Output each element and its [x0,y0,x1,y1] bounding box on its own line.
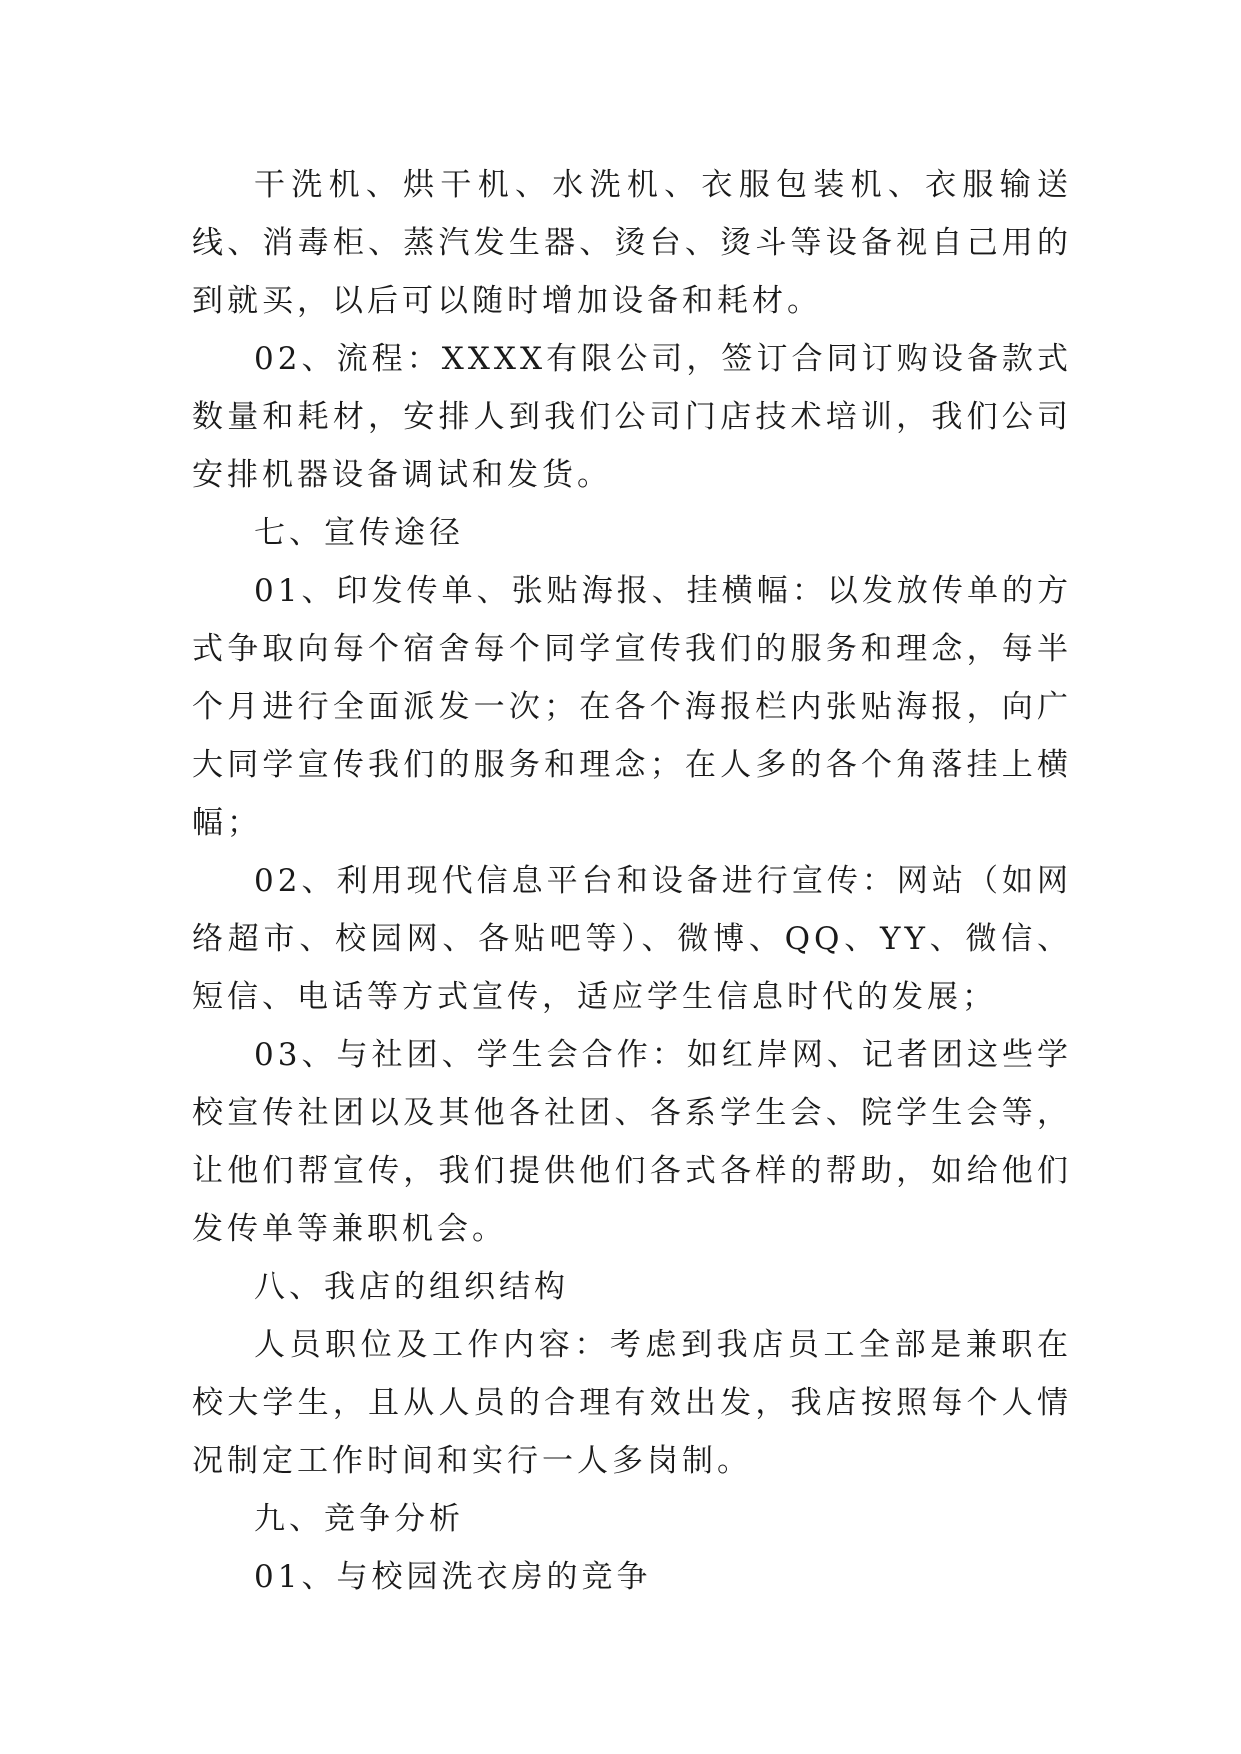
paragraph-equipment-list: 干洗机、烘干机、水洗机、衣服包装机、衣服输送线、消毒柜、蒸汽发生器、烫台、烫斗等设备视自己用的到就买，以后可以随时增加设备和耗材。 [192,167,1072,319]
paragraph-process: 02、流程：XXXX有限公司，签订合同订购设备款式数量和耗材，安排人到我们公司门店技术培训，我们公司安排机器设备调试和发货。 [192,341,1072,493]
paragraph-club-cooperation: 03、与社团、学生会合作：如红岸网、记者团这些学校宣传社团以及其他各社团、各系学生会、院学生会等，让他们帮宣传，我们提供他们各式各样的帮助，如给他们发传单等兼职机会。 [192,1037,1072,1247]
document-body [192,156,1072,1606]
paragraph-online-platforms: 02、利用现代信息平台和设备进行宣传：网站（如网络超市、校园网、各贴吧等）、微博、QQ、YY、微信、短信、电话等方式宣传，适应学生信息时代的发展； [192,863,1072,1015]
section-heading-organization: 八、我店的组织结构 [254,1269,569,1305]
section-heading-competition: 九、竞争分析 [254,1501,464,1537]
section-heading-promotion: 七、宣传途径 [254,515,464,551]
paragraph-laundry-competition: 01、与校园洗衣房的竞争 [254,1559,652,1595]
paragraph-staff-positions: 人员职位及工作内容：考虑到我店员工全部是兼职在校大学生，且从人员的合理有效出发，我店按照每个人情况制定工作时间和实行一人多岗制。 [192,1327,1072,1479]
paragraph-flyers-posters: 01、印发传单、张贴海报、挂横幅：以发放传单的方式争取向每个宿舍每个同学宣传我们的服务和理念，每半个月进行全面派发一次；在各个海报栏内张贴海报，向广大同学宣传我们的服务和理念；在人多的各个角落挂上横幅； [192,573,1072,841]
